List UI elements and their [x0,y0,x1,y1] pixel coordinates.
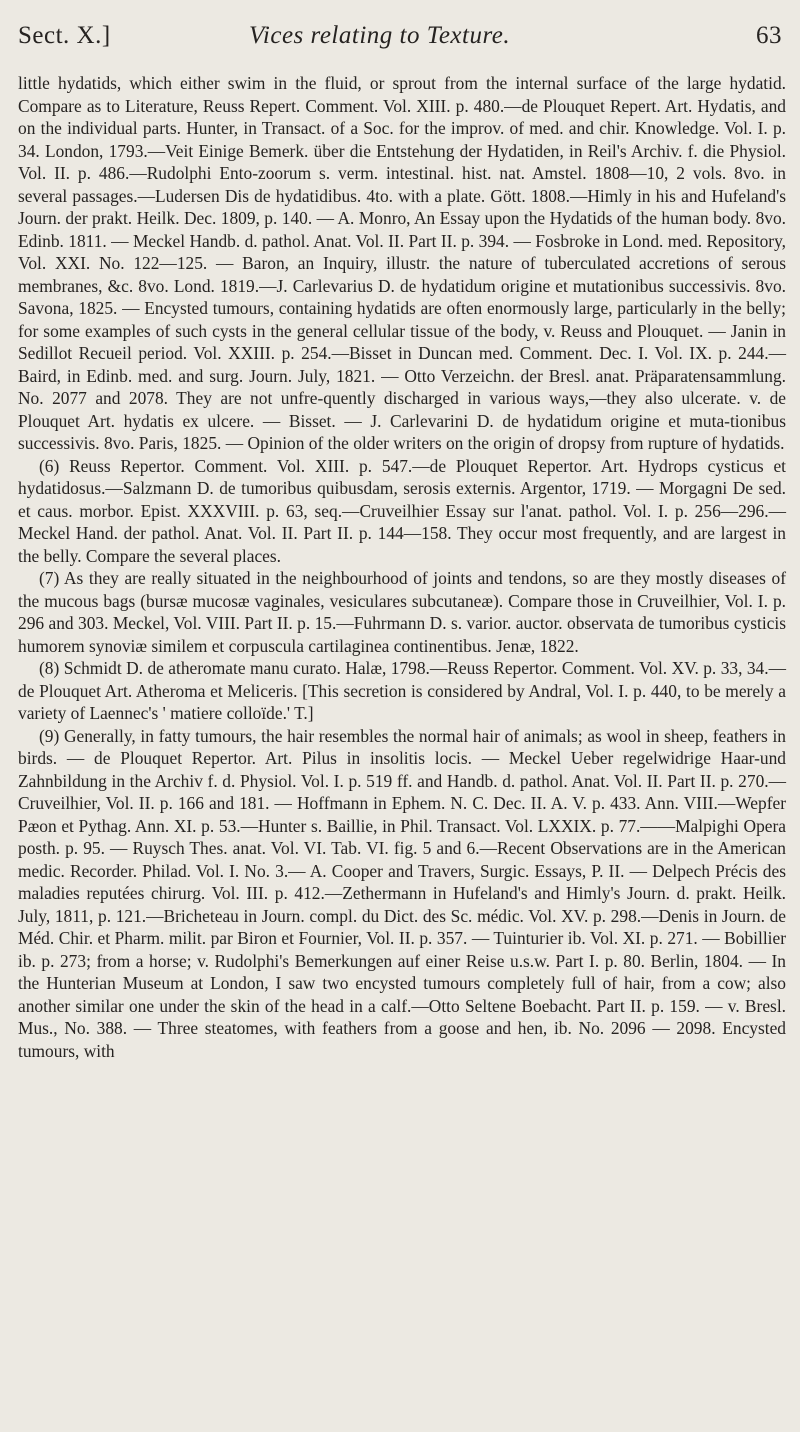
footnote-6: (6) Reuss Repertor. Comment. Vol. XIII. p. 547.—de Plouquet Repertor. Art. Hydrops cysticus et hydatidosus.—Salzmann D. de tumoribus quibusdam, serosis externis. Argentor, 1719. — Morgagni De sed. et caus. morbor. Epist. XXXVIII. p. 63, seq.—Cruveilhier Essay sur l'anat. pathol. Vol. I. p. 256—296.— Meckel Hand. der pathol. Anat. Vol. II. Part II. p. 144—158. They occur most frequently, and are largest in the belly. Compare the several places. [18,455,786,566]
footnotes-body [18,72,786,1062]
footnote-8: (8) Schmidt D. de atheromate manu curato. Halæ, 1798.—Reuss Repertor. Comment. Vol. XV. p. 33, 34.—de Plouquet Art. Atheroma et Meliceris. [This secretion is considered by Andral, Vol. I. p. 440, to be merely a variety of Laennec's ' matiere colloïde.' T.] [18,658,786,723]
running-header [18,22,786,56]
footnote-9: (9) Generally, in fatty tumours, the hair resembles the normal hair of animals; as wool in sheep, feathers in birds. — de Plouquet Repertor. Art. Pilus in insolitis locis. — Meckel Ueber regelwidrige Haar-und Zahnbildung in the Archiv f. d. Physiol. Vol. I. p. 519 ff. and Handb. d. pathol. Anat. Vol. II. Part II. p. 270.— Cruveilhier, Vol. II. p. 166 and 181. — Hoffmann in Ephem. N. C. Dec. II. A. V. p. 433. Ann. VIII.—Wepfer Pæon et Pythag. Ann. XI. p. 53.—Hunter s. Baillie, in Phil. Transact. Vol. LXXIX. p. 77.——Malpighi Opera posth. p. 95. — Ruysch Thes. anat. Vol. VI. Tab. VI. fig. 5 and 6.—Recent Observations are in the American medic. Recorder. Philad. Vol. I. No. 3.— A. Cooper and Travers, Surgic. Essays, P. II. — Delpech Précis des maladies reputées chirurg. Vol. III. p. 412.—Zethermann in Hufeland's and Himly's Journ. d. prakt. Heilk. July, 1811, p. 121.—Bricheteau in Journ. compl. du Dict. des Sc. médic. Vol. XV. p. 298.—Denis in Journ. de Méd. Chir. et Pharm. milit. par Biron et Fournier, Vol. II. p. 357. — Tuinturier ib. Vol. XI. p. 271. — Bobillier ib. p. 273; from a horse; v. Rudolphi's Bemerkungen auf einer Reise u.s.w. Part I. p. 80. Berlin, 1804. — In the Hunterian Museum at London, I saw two encysted tumours completely full of hair, from a cow; also another similar one under the skin of the head in a calf.—Otto Seltene Boebacht. Part II. p. 159. — v. Bresl. Mus., No. 388. — Three steatomes, with feathers from a goose and hen, ib. No. 2096 — 2098. Encysted tumours, with [18,725,786,1061]
page-number: 63 [756,22,782,49]
section-label: Sect. X.] [18,22,111,49]
footnote-7: (7) As they are really situated in the neighbourhood of joints and tendons, so are they mostly diseases of the mucous bags (bursæ mucosæ vaginales, vesiculares subcutaneæ). Compare those in Cruveilhier, Vol. I. p. 296 and 303. Meckel, Vol. VIII. Part II. p. 15.—Fuhrmann D. s. varior. auctor. observata de tumoribus cysticis humorem synoviæ similem et corpuscula cartilaginea continentibus. Jenæ, 1822. [18,568,786,656]
paragraph-continuation: little hydatids, which either swim in the fluid, or sprout from the internal surface of the large hydatid. Compare as to Literature, Reuss Repert. Comment. Vol. XIII. p. 480.—de Plouquet Repert. Art. Hydatis, and on the individual parts. Hunter, in Transact. of a Soc. for the improv. of med. and chir. Knowledge. Vol. I. p. 34. London, 1793.—Veit Einige Bemerk. über die Entstehung der Hydatiden, in Reil's Archiv. f. die Physiol. Vol. II. p. 486.—Rudolphi Ento-zoorum s. verm. intestinal. hist. nat. Amstel. 1808—10, 2 vols. 8vo. in several passages.—Ludersen Dis de hydatidibus. 4to. with a plate. Gött. 1808.—Himly in his and Hufeland's Journ. der prakt. Heilk. Dec. 1809, p. 140. — A. Monro, An Essay upon the Hydatids of the human body. 8vo. Edinb. 1811. — Meckel Handb. d. pathol. Anat. Vol. II. Part II. p. 394. — Fosbroke in Lond. med. Repository, Vol. XXI. No. 122—125. — Baron, an Inquiry, illustr. the nature of tuberculated accretions of serous membranes, &c. 8vo. Lond. 1819.—J. Carlevarius D. de hydatidum origine et mutationibus successivis. 8vo. Savona, 1825. — Encysted tumours, containing hydatids are often enormously large, particularly in the belly; for some examples of such cysts in the general cellular tissue of the body, v. Reuss and Plouquet. — Janin in Sedillot Recueil period. Vol. XXIII. p. 254.—Bisset in Duncan med. Comment. Dec. I. Vol. IX. p. 244.—Baird, in Edinb. med. and surg. Journ. July, 1821. — Otto Verzeichn. der Bresl. anat. Präparatensammlung. No. 2077 and 2078. They are not unfre-quently discharged in various ways,—they also ulcerate. v. de Plouquet Art. hydatis ex ulcere. — Bisset. — J. Carlevarini D. de hydatidum origine et muta-tionibus successivis. 8vo. Paris, 1825. — Opinion of the older writers on the origin of dropsy from rupture of hydatids. [18,73,786,453]
running-title: Vices relating to Texture. [249,22,511,49]
